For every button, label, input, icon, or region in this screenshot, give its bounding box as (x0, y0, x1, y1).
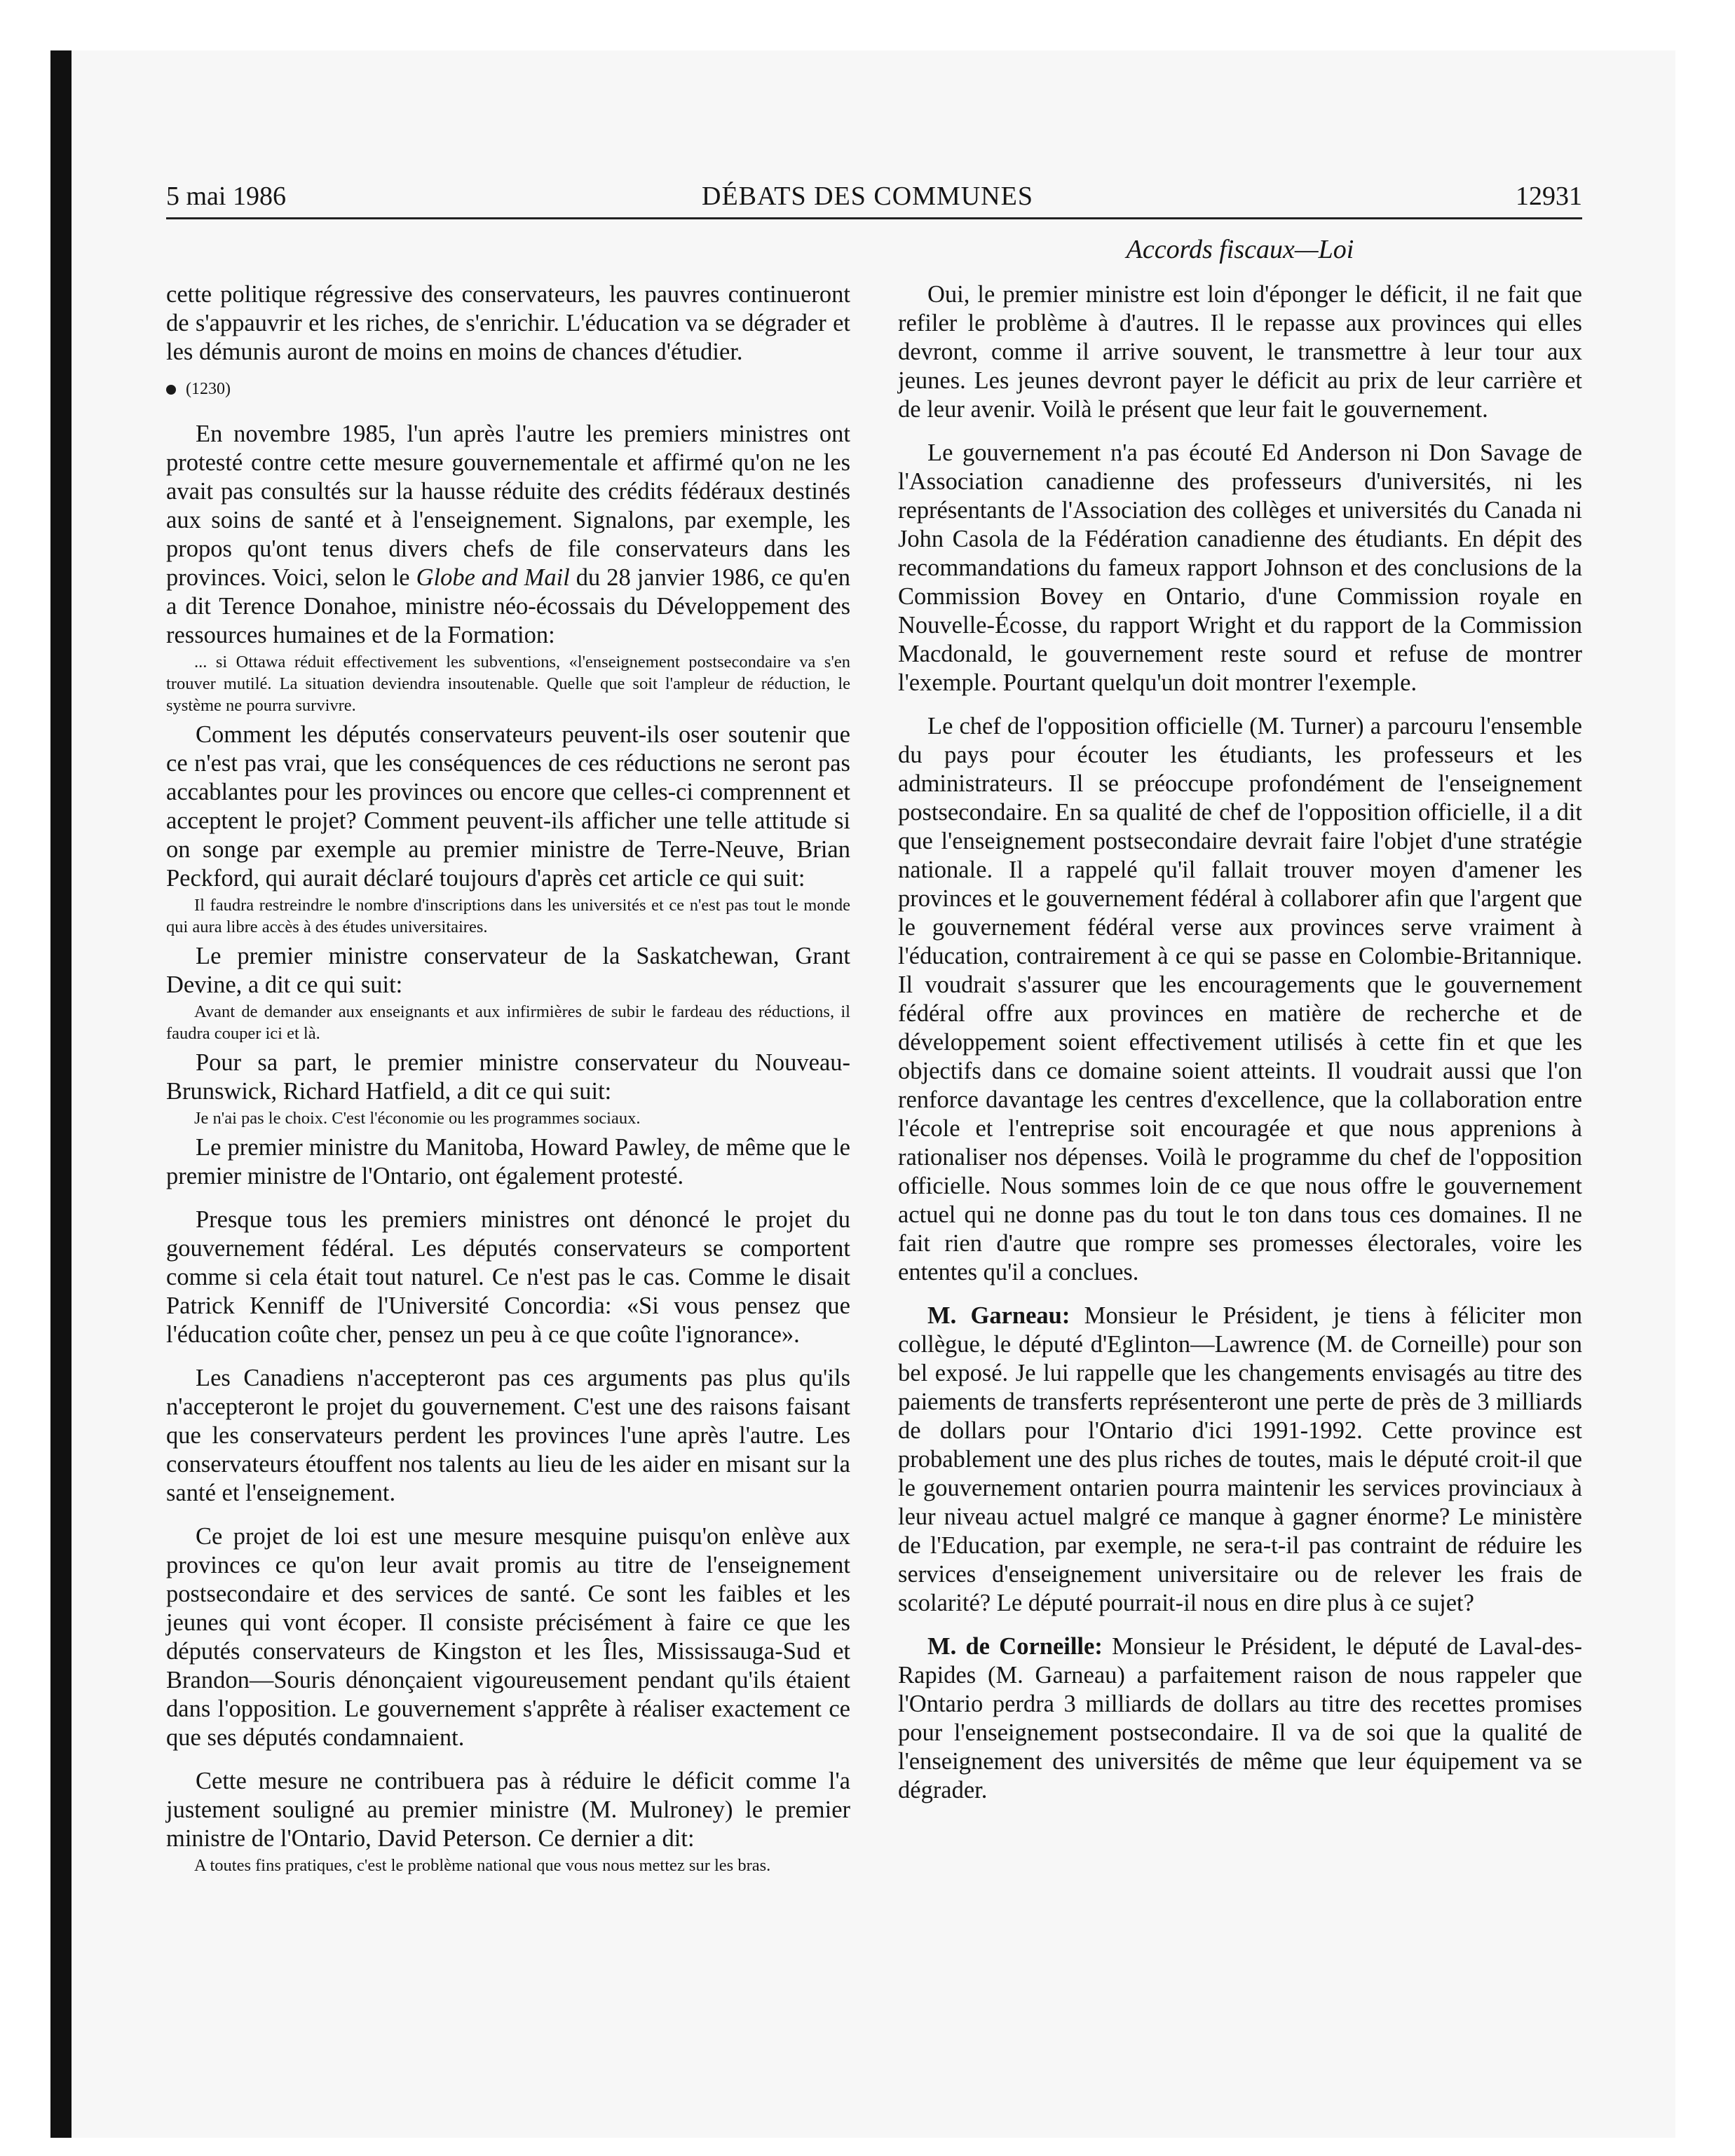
speech-garneau (898, 1302, 1582, 1618)
quotation: ... si Ottawa réduit effectivement les subventions, «l'enseignement postsecondaire va s'en trouver mutilé. La situation deviendra insoutenable. Quelle que soit l'ampleur de réduction, le système ne pourra survivre. (166, 653, 850, 715)
quotation: Il faudra restreindre le nombre d'inscriptions dans les universités et ce n'est pas tout le monde qui aura libre accès à des études universitaires. (166, 896, 850, 936)
paragraph: Ce projet de loi est une mesure mesquine puisqu'on enlève aux provinces ce qu'on leur avait promis au titre de l'enseignement postsecondaire et des services de santé. Ce sont les faibles et les jeunes qui vont écoper. Il consiste précisément à faire ce que les députés conservateurs de Kingston et les Îles, Mississauga-Sud et Brandon—Souris dénonçaient vigoureusement pendant qu'ils étaient dans l'opposition. Le gouvernement s'apprête à réaliser exactement ce que ses députés condamnaient. (166, 1523, 850, 1751)
speech-de-corneille (898, 1632, 1582, 1805)
paragraph: Le chef de l'opposition officielle (M. Turner) a parcouru l'ensemble du pays pour écouter les étudiants, les professeurs et les administrateurs. Il se préoccupe profondément de l'enseignement postsecondaire. En sa qualité de chef de l'opposition officielle, il a dit que l'enseignement postsecondaire devrait faire l'objet d'une stratégie nationale. Il a rappelé qu'il fallait trouver moyen d'amener les provinces et le gouvernement fédéral à collaborer afin que l'argent que le gouvernement fédéral verse aux provinces serve vraiment à l'éducation, contrairement à ce qui se passe en Colombie-Britannique. Il voudrait s'assurer que les encouragements que le gouvernement fédéral offre aux provinces en matière de recherche et de développement soient effectivement utilisés à cette fin et que les objectifs dans ce domaine soient atteints. Il voudrait aussi que l'on renforce davantage les centres d'excellence, que la collaboration entre l'école et l'entreprise soit encouragée et que nous apprenions à rationaliser nos dépenses. Voilà le programme du chef de l'opposition officielle. Nous sommes loin de ce que nous offre le gouvernement actuel qui ne donne pas du tout le ton dans tous ces domaines. Il ne fait rien d'autre que rompre ses promesses électorales, voire les ententes qu'il a conclues. (898, 713, 1582, 1285)
header-date: 5 mai 1986 (166, 182, 286, 211)
paragraph: Pour sa part, le premier ministre conservateur du Nouveau-Brunswick, Richard Hatfield, a dit ce qui suit: (166, 1049, 850, 1105)
quotation: Je n'ai pas le choix. C'est l'économie ou les programmes sociaux. (194, 1109, 641, 1128)
timestamp (166, 375, 850, 403)
paragraph: Le premier ministre conservateur de la Saskatchewan, Grant Devine, a dit ce qui suit: (166, 943, 850, 998)
paragraph: Oui, le premier ministre est loin d'éponger le déficit, il ne fait que refiler le problème à d'autres. Il le repasse aux provinces qui elles devront, comme il arrive souvent, le transmettre à leur tour aux jeunes. Les jeunes devront payer le déficit au prix de leur carrière et de leur avenir. Voilà le présent que leur fait le gouvernement. (898, 281, 1582, 423)
paragraph (166, 420, 850, 650)
speech-text: Monsieur le Président, je tiens à féliciter mon collègue, le député d'Eglinton—Lawrence (M. de Corneille) pour son bel exposé. Je lui rappelle que les changements envisagés au titre des paiements de transferts représenteront une perte de près de 3 milliards de dollars pour l'Ontario d'ici 1991-1992. Cette province est probablement une des plus riches de toutes, mais le député croit-il que le gouvernement ontarien pourra maintenir les services provinciaux à leur niveau actuel malgré ce manque à gagner énorme? Le ministère de l'Education, par exemple, ne sera-t-il pas contraint de réduire les services d'enseignement universitaire ou de relever les frais de scolarité? Le député pourrait-il nous en dire plus à ce sujet? (898, 1302, 1583, 1616)
header-page-number: 12931 (1516, 182, 1582, 211)
timestamp-text: (1230) (186, 380, 231, 398)
scan-binding-edge (50, 50, 72, 2138)
paragraph: Cette mesure ne contribuera pas à réduire le déficit comme l'a justement souligné au premier ministre (M. Mulroney) le premier ministre de l'Ontario, David Peterson. Ce dernier a dit: (166, 1768, 850, 1852)
paragraph: Les Canadiens n'accepteront pas ces arguments pas plus qu'ils n'accepteront le projet du gouvernement. C'est une des raisons faisant que les conservateurs perdent les provinces l'une après l'autre. Les conservateurs étouffent nos talents au lieu de les aider en misant sur la santé et l'enseignement. (166, 1365, 850, 1506)
paragraph: Le gouvernement n'a pas écouté Ed Anderson ni Don Savage de l'Association canadienne des professeurs d'universités, ni les représentants de l'Association des collèges et universités du Canada ni John Casola de la Fédération canadienne des étudiants. En dépit des recommandations du fameux rapport Johnson et des conclusions de la Commission Bovey en Ontario, d'une Commission royale en Nouvelle-Écosse, du rapport Wright et du rapport de la Commission Macdonald, le gouvernement reste sourd et refuse de montrer l'exemple. Pourtant quelqu'un doit montrer l'exemple. (898, 439, 1582, 696)
left-column (166, 280, 850, 1881)
paragraph: Comment les députés conservateurs peuvent-ils oser soutenir que ce n'est pas vrai, que les conséquences de ces réductions ne seront pas accablantes pour les provinces ou encore que celles-ci comprennent et acceptent le projet? Comment peuvent-ils afficher une telle attitude si on songe par exemple au premier ministre de Terre-Neuve, Brian Peckford, qui aurait déclaré toujours d'après cet article ce qui suit: (166, 721, 850, 892)
paragraph-text: En novembre 1985, l'un après l'autre les premiers ministres ont protesté contre cette mesure gouvernementale et affirmé qu'on ne les avait pas consultés sur la hausse réduite des crédits fédéraux destinés aux soins de santé et à l'enseignement. Signalons, par exemple, les propos qu'ont tenus divers chefs de file conservateurs dans les provinces. Voici, selon le (166, 421, 850, 591)
newspaper-title: Globe and Mail (416, 564, 570, 591)
quotation: A toutes fins pratiques, c'est le problème national que vous nous mettez sur les bras. (194, 1856, 771, 1875)
speaker-name: M. Garneau: (927, 1302, 1070, 1329)
paragraph: Presque tous les premiers ministres ont dénoncé le projet du gouvernement fédéral. Les députés conservateurs se comportent comme si cela était tout naturel. Ce n'est pas le cas. Comme le disait Patrick Kenniff de l'Université Concordia: «Si vous pensez que l'éducation coûte cher, pensez un peu à ce que coûte l'ignorance». (166, 1206, 850, 1348)
quotation: Avant de demander aux enseignants et aux infirmières de subir le fardeau des réductions, il faudra couper ici et là. (166, 1002, 850, 1043)
paragraph: cette politique régressive des conservateurs, les pauvres continueront de s'appauvrir et les riches, de s'enrichir. L'éducation va se dégrader et les démunis auront de moins en moins de chances d'étudier. (166, 281, 850, 365)
right-column (898, 280, 1582, 1805)
speech-text: Monsieur le Président, le député de Laval-des-Rapides (M. Garneau) a parfaitement raison de nous rappeler que l'Ontario perdra 3 milliards de dollars au titre des recettes promises pour l'enseignement postsecondaire. Il va de soi que la qualité de l'enseignement des universités de même que leur équipement va se dégrader. (898, 1633, 1582, 1803)
header-rule (166, 217, 1582, 219)
speaker-name: M. de Corneille: (927, 1633, 1103, 1660)
paragraph: Le premier ministre du Manitoba, Howard Pawley, de même que le premier ministre de l'Ontario, ont également protesté. (166, 1134, 850, 1189)
bullet-icon (166, 385, 176, 395)
header-journal-title: DÉBATS DES COMMUNES (702, 182, 1033, 211)
section-title: Accords fiscaux—Loi (1126, 235, 1354, 264)
paragraph-text: du 28 janvier 1986, ce qu'en a dit Terence Donahoe, ministre néo-écossais du Développement des ressources humaines et de la Formation: (166, 564, 850, 648)
